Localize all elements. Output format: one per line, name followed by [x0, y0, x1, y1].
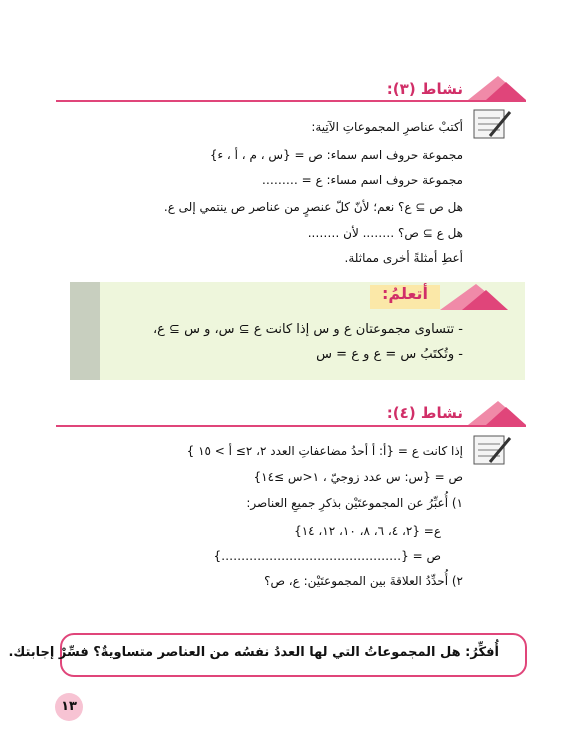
activity3-line-1: أكتبْ عناصرِ المجموعاتِ الآتِية:: [311, 120, 463, 134]
think-text: أُفكِّرُ: هل المجموعاتُ التي لها العددُ نفسُه من العناصر متساويةٌ؟ فسِّرْ إجابتك.: [8, 645, 499, 660]
activity3-title: نشاط (٣):: [386, 80, 463, 98]
learn-line-1: - تتساوى مجموعتان ع و س إذا كانت ع ⊇ س، و س ⊇ ع،: [152, 322, 463, 337]
activity4-line-6: ٢) أُحدِّدُ العلاقةَ بين المجموعتَيْن: ع، ص؟: [264, 574, 463, 588]
pink-triangle-icon: [440, 280, 510, 314]
learn-box-side: [70, 282, 100, 380]
pink-triangle-icon: [468, 397, 528, 427]
notepad-pencil-icon: [470, 430, 514, 470]
activity4-line-2: ص = {س: س عدد زوجيّ ، ١<س ≥١٤}: [253, 470, 463, 484]
activity4-title: نشاط (٤):: [386, 404, 463, 422]
activity4-line-1: إذا كانت ع = {أ: أ أحدُ مضاعفاتِ العدد ٢، ٢≥ أ > ١٥ }: [186, 444, 463, 458]
activity3-line-6: أعطِ أمثلةً أخرى مماثلة.: [344, 251, 463, 265]
activity4-line-5: ص = {………………………………………}: [213, 549, 441, 563]
activity4-line-4: ع= {٢، ٤، ٦، ٨، ١٠، ١٢، ١٤}: [294, 524, 441, 538]
learn-title: أتعلمُ:: [382, 284, 428, 303]
activity4-header-line: [56, 425, 526, 427]
pink-triangle-icon: [468, 72, 528, 102]
activity3-header-line: [56, 100, 526, 102]
page-number: ١٣: [55, 693, 83, 721]
activity4-line-3: ١) أُعبِّرُ عن المجموعتَيْن بذكرِ جميعِ العناصر:: [246, 496, 463, 510]
activity3-line-2: مجموعة حروف اسم سماء: ص = {س ، م ، أ ، ء}: [209, 148, 463, 162]
activity3-line-5: هل ع ⊇ ص؟ …….. لأن ……..: [307, 226, 463, 240]
learn-line-2: - وتُكتَبُ س = ع و ع = س: [316, 347, 463, 362]
activity3-line-4: هل ص ⊇ ع؟ نعم؛ لأنّ كلّ عنصرٍ من عناصر ص ينتمي إلى ع.: [163, 200, 463, 214]
notepad-pencil-icon: [470, 104, 514, 144]
activity3-line-3: مجموعة حروف اسم مساء: ع = ………: [261, 173, 463, 187]
